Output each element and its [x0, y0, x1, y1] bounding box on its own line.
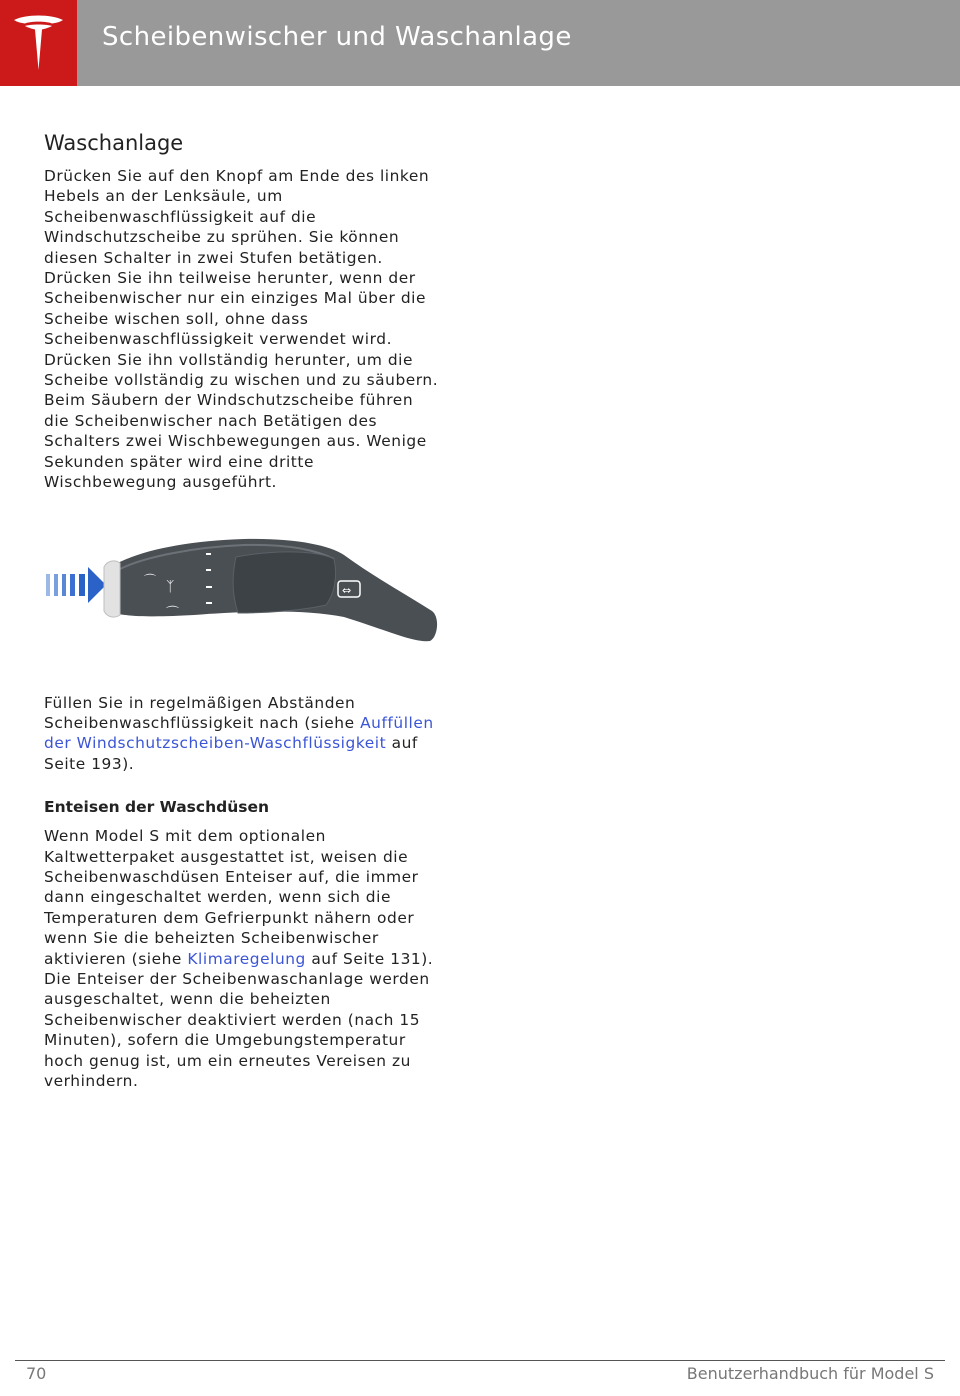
- arrow-dash-2: [54, 574, 58, 596]
- svg-text:ᛉ: ᛉ: [166, 578, 175, 595]
- refill-paragraph: Füllen Sie in regelmäßigen Abständen Scheibenwaschflüssigkeit nach (siehe Auffüllen der Windschutzscheiben-Waschflüssigkeit auf Seite 193).: [44, 693, 434, 773]
- arrow-dash-1: [46, 574, 50, 596]
- tesla-logo-icon: [12, 15, 65, 71]
- arrow-dash-4: [70, 574, 75, 596]
- svg-text:⌒: ⌒: [144, 572, 157, 587]
- wash-instructions: Drücken Sie auf den Knopf am Ende des linken Hebels an der Lenksäule, um Scheibenwaschflüssigkeit auf die Windschutzscheibe zu sprühen. Sie können diesen Schalter in zwei Stufen betätigen. Drücken Sie ihn teilweise herunter, wenn der Scheibenwischer nur ein einziges Mal über die Scheibe wischen soll, ohne dass Scheibenwaschflüssigkeit verwendet wird. Drücken Sie ihn vollständig herunter, um die Scheibe vollständig zu wischen und zu säubern. Beim Säubern der Windschutzscheibe führen die Scheibenwischer nach Betätigen des Schalters zwei Wischbewegungen aus. Wenige Sekunden später wird eine dritte Wischbewegung ausgeführt.: [44, 167, 439, 492]
- svg-text:⌒: ⌒: [166, 605, 180, 621]
- refill-link[interactable]: Auffüllen der Windschutzscheiben-Waschflüssigkeit: [44, 713, 434, 753]
- stalk-panel: [233, 551, 335, 612]
- svg-text:⇔: ⇔: [342, 583, 352, 597]
- tesla-logo: [0, 0, 77, 86]
- page-number: 70: [26, 1364, 47, 1383]
- deicing-section: [44, 796, 442, 1091]
- main-content: [44, 128, 442, 1091]
- deicing-paragraph: Wenn Model S mit dem optionalen Kaltwetterpaket ausgestattet ist, weisen die Scheibenwaschdüsen Enteiser auf, die immer dann eingeschaltet werden, wenn sich die Temperaturen dem Gefrierpunkt nähern oder wenn Sie die beheizten Scheibenwischer aktivieren (siehe Klimaregelung auf Seite 131). Die Enteiser der Scheibenwaschanlage werden ausgeschaltet, wenn die beheizten Scheibenwischer deaktiviert werden (nach 15 Minuten), sofern die Umgebungstemperatur hoch genug ist, um ein erneutes Vereisen zu verhindern.: [44, 827, 434, 1090]
- manual-name: Benutzerhandbuch für Model S: [686, 1364, 934, 1383]
- deicing-heading: Enteisen der Waschdüsen: [44, 798, 270, 817]
- wiper-stalk-illustration: [44, 529, 442, 669]
- arrow-dash-5: [79, 574, 85, 596]
- page-header: [0, 0, 960, 86]
- wash-button: [104, 560, 120, 616]
- footer-divider: [15, 1360, 945, 1361]
- page-title: Scheibenwischer und Waschanlage: [102, 22, 572, 52]
- section-heading: Waschanlage: [44, 131, 184, 155]
- arrow-dash-3: [62, 574, 66, 596]
- arrow-head: [88, 567, 106, 603]
- wiper-stalk-figure: [44, 529, 442, 669]
- climate-control-link[interactable]: Klimaregelung: [187, 949, 306, 968]
